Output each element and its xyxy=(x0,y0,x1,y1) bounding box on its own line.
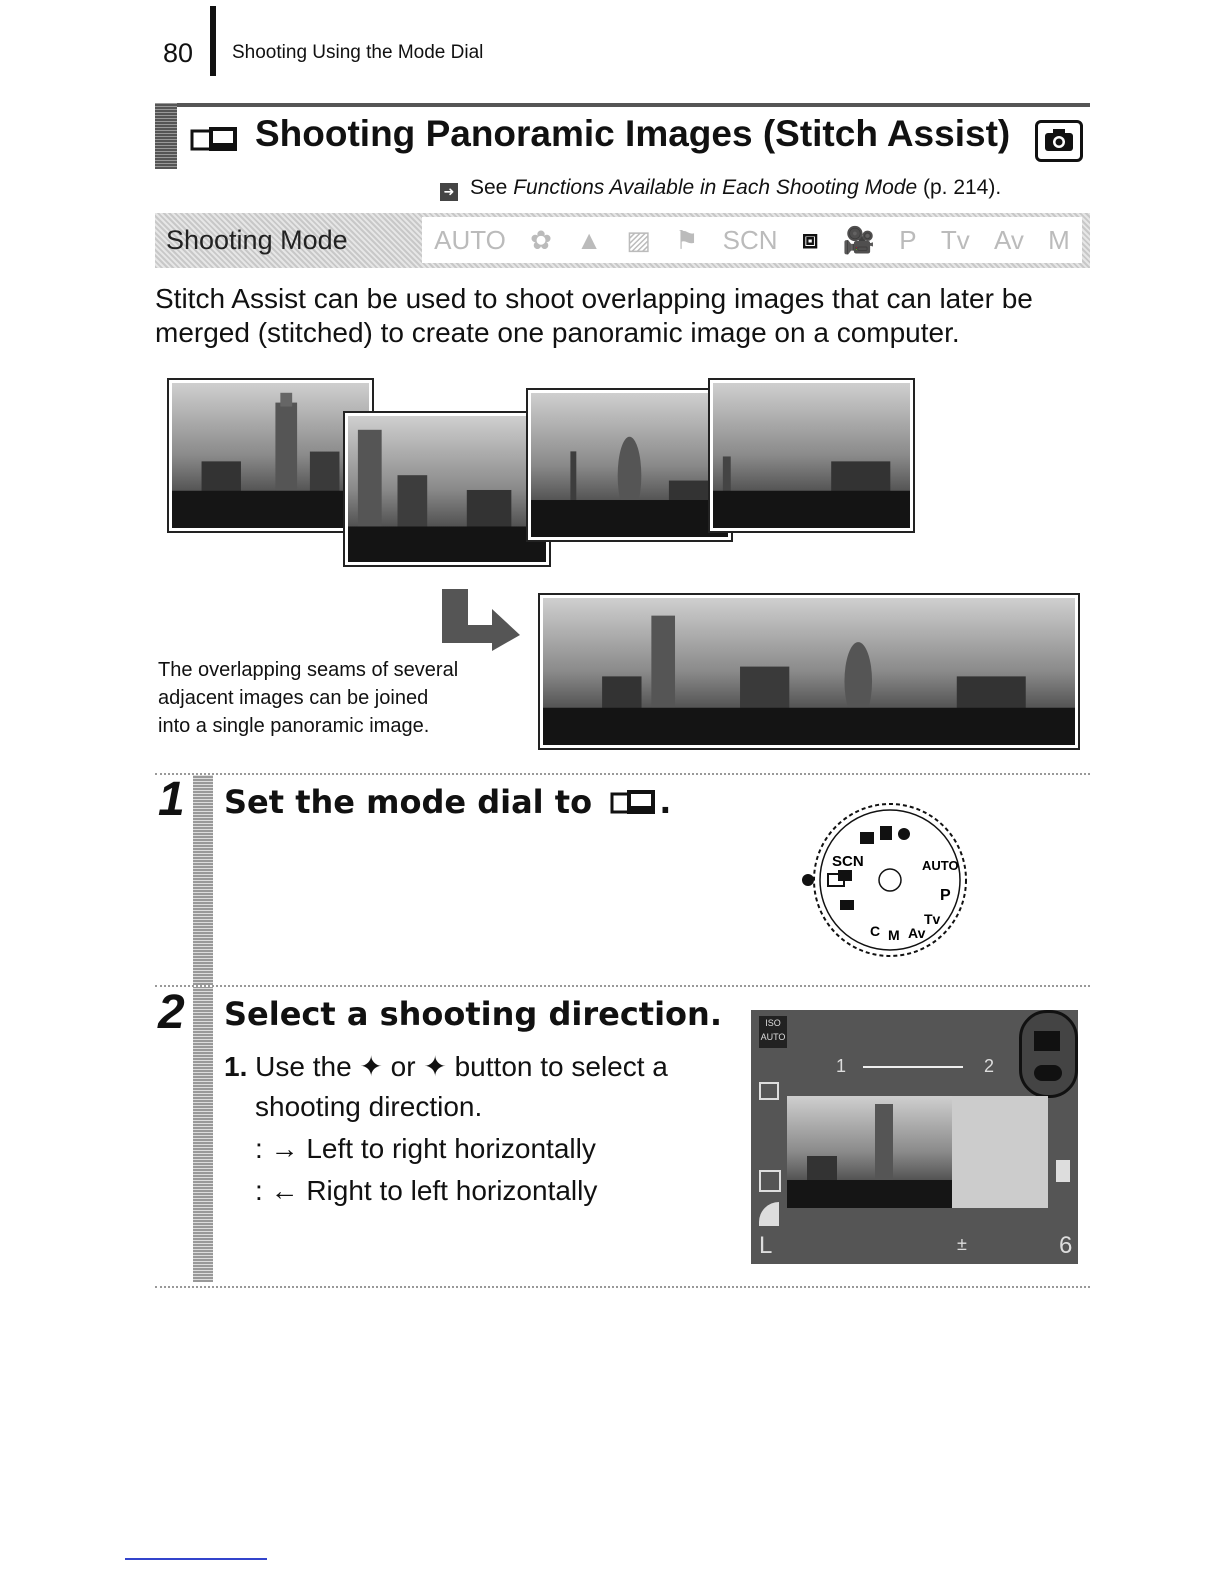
right-button-icon: ✦ xyxy=(423,1051,447,1082)
caption-line: adjacent images can be joined xyxy=(158,687,429,709)
dial-scn-label: SCN xyxy=(832,853,864,870)
compression-icon xyxy=(759,1202,779,1226)
frame-2-label: 2 xyxy=(984,1056,995,1076)
step-heading: Select a shooting direction. xyxy=(224,995,722,1033)
stitch-assist-icon xyxy=(189,125,243,153)
camera-mode-icon xyxy=(1035,120,1083,162)
step-accent-bar xyxy=(193,775,213,985)
stitch-arrow-icon xyxy=(440,587,522,653)
live-view-preview xyxy=(787,1096,952,1208)
tv-mode-icon: Tv xyxy=(940,224,970,255)
panorama-photo-2 xyxy=(343,411,551,567)
see-page: (p. 214). xyxy=(922,176,1002,199)
instruction-line xyxy=(224,1050,668,1083)
dial-auto-label: AUTO xyxy=(922,858,959,873)
kids-pets-icon: ⚑ xyxy=(675,224,699,255)
intro-paragraph: Stitch Assist can be used to shoot overlapping images that can later be merged (stitched) to create one panoramic image on a computer. xyxy=(155,283,1033,348)
stitch-assist-icon xyxy=(609,788,659,816)
shooting-mode-icons xyxy=(422,217,1082,263)
shooting-mode-bar xyxy=(155,213,1090,268)
city-photo-image xyxy=(713,383,910,528)
step-heading: Set the mode dial to . xyxy=(224,783,672,821)
stitched-panorama xyxy=(538,593,1080,750)
see-reference-link[interactable]: Functions Available in Each Shooting Mode xyxy=(513,176,918,199)
panorama-photo-4 xyxy=(708,378,915,533)
sub-step-number: 1. xyxy=(224,1051,248,1082)
instruction-text: button to select a xyxy=(454,1051,668,1082)
iso-auto-indicator: ISO AUTO xyxy=(759,1016,787,1048)
direction-option: : → Left to right horizontally xyxy=(255,1133,596,1164)
mode-dial[interactable] xyxy=(800,800,975,960)
step-number: 2 xyxy=(158,986,185,1039)
portrait-mode-icon: ✿ xyxy=(530,224,552,255)
shake-warning-icon xyxy=(1056,1160,1070,1182)
live-view-image xyxy=(787,1096,952,1208)
header-divider xyxy=(210,6,216,76)
panorama-image xyxy=(543,598,1075,745)
step-divider xyxy=(155,985,1090,987)
caption xyxy=(158,656,528,740)
city-photo-image xyxy=(531,393,728,537)
caption-line: into a single panoramic image. xyxy=(158,715,430,737)
image-size-indicator: L xyxy=(759,1232,773,1259)
section-label: Shooting Using the Mode Dial xyxy=(232,42,484,63)
frame-icon xyxy=(759,1082,779,1100)
direction-option: : ← Right to left horizontally xyxy=(255,1175,598,1206)
frame-1-label: 1 xyxy=(836,1056,847,1076)
direction-arrow-icon xyxy=(863,1066,963,1068)
camera-lcd-screen xyxy=(751,1010,1078,1264)
stitch-mode-highlight xyxy=(1019,1010,1078,1098)
stitch-assist-mode-icon: ⧈ xyxy=(801,224,819,254)
metering-icon xyxy=(759,1170,781,1192)
dial-av-label: Av xyxy=(908,925,926,941)
instruction-line: shooting direction. xyxy=(255,1091,483,1122)
city-photo-image xyxy=(348,416,546,562)
link-underline xyxy=(125,1558,267,1560)
dial-tv-label: Tv xyxy=(924,911,941,927)
step-divider xyxy=(155,1286,1090,1288)
title-rule xyxy=(177,103,1090,107)
program-mode-icon: P xyxy=(899,224,917,255)
city-photo-image xyxy=(172,383,369,528)
panorama-photo-3 xyxy=(526,388,733,542)
special-scene-icon: ▨ xyxy=(626,224,651,255)
overlap-region xyxy=(952,1096,1048,1208)
landscape-mode-icon: ▲ xyxy=(576,224,602,255)
dial-m-label: M xyxy=(888,927,900,943)
exposure-compensation-icon: ± xyxy=(957,1234,967,1254)
manual-mode-icon: M xyxy=(1048,224,1070,255)
scn-mode-icon: SCN xyxy=(722,224,778,255)
instruction-text: or xyxy=(390,1051,416,1082)
shots-remaining: 6 xyxy=(1059,1232,1073,1259)
step-heading-text: Set the mode dial to xyxy=(224,783,593,821)
see-prefix: See xyxy=(470,176,508,199)
left-button-icon: ✦ xyxy=(359,1051,383,1082)
page-number: 80 xyxy=(163,38,194,68)
see-also-line xyxy=(440,176,1001,201)
title-accent-bar xyxy=(155,103,177,169)
dial-p-label: P xyxy=(940,887,951,904)
auto-mode-icon: AUTO xyxy=(434,224,506,255)
movie-mode-icon: 🎥 xyxy=(842,224,875,255)
page-title: Shooting Panoramic Images (Stitch Assist) xyxy=(255,113,1011,154)
caption-line: The overlapping seams of several xyxy=(158,659,459,681)
dial-c-label: C xyxy=(870,923,881,939)
instruction-text: Use the xyxy=(255,1051,352,1082)
step-divider xyxy=(155,773,1090,775)
step-number: 1 xyxy=(158,773,185,826)
page-title-block xyxy=(155,103,1090,169)
step-accent-bar xyxy=(193,987,213,1282)
shooting-mode-label: Shooting Mode xyxy=(166,225,348,255)
av-mode-icon: Av xyxy=(994,224,1024,255)
reference-arrow-icon: ➜ xyxy=(440,183,458,201)
